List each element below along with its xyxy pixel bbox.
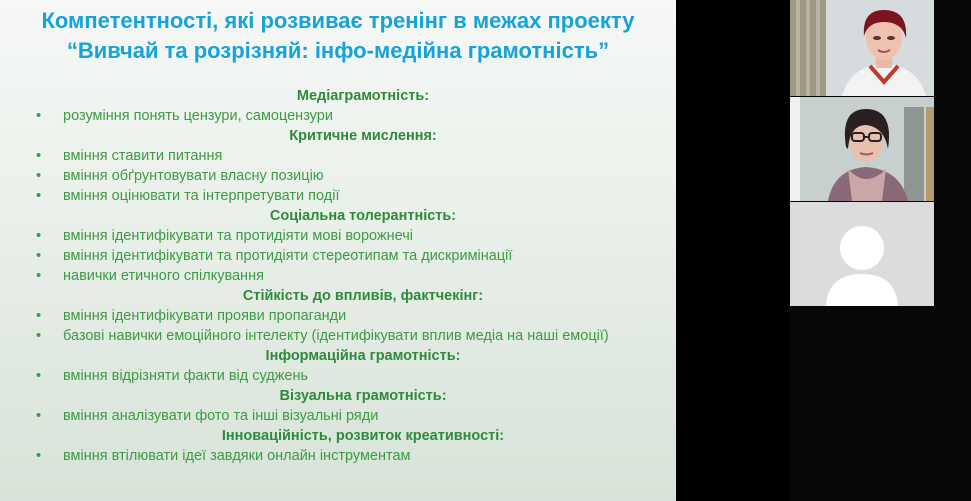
slide-title-line-1: Компетентності, які розвиває тренінг в межах проекту xyxy=(41,8,635,33)
list-item: • базові навички емоційного інтелекту (ідентифікувати вплив медіа на наші емоції) xyxy=(36,328,609,344)
list-item: • вміння оцінювати та інтерпретувати події xyxy=(36,188,340,204)
bullet-icon: • xyxy=(36,328,42,344)
list-item: • вміння ідентифікувати та протидіяти стереотипам та дискримінації xyxy=(36,248,513,264)
bullet-icon: • xyxy=(36,248,42,264)
list-item: • навички етичного спілкування xyxy=(36,268,264,284)
bullet-icon: • xyxy=(36,408,42,424)
section-heading: Медіаграмотність: xyxy=(296,88,430,104)
bullet-icon: • xyxy=(36,308,42,324)
list-item: • вміння обґрунтовувати власну позицію xyxy=(36,168,324,184)
section-heading: Критичне мислення: xyxy=(289,128,437,144)
list-item: • вміння ставити питання xyxy=(36,148,223,164)
section-heading: Інформаційна грамотність: xyxy=(265,348,461,364)
participant-video-tile[interactable] xyxy=(790,202,934,306)
slide-title-line-2: “Вивчай та розрізняй: інфо-медійна грамотність” xyxy=(66,38,610,63)
bullet-icon: • xyxy=(36,448,42,464)
list-item: • вміння аналізувати фото та інші візуальні ряди xyxy=(36,408,379,424)
bullet-icon: • xyxy=(36,188,42,204)
participant-video-tile[interactable] xyxy=(790,0,934,96)
bullet-icon: • xyxy=(36,168,42,184)
bullet-icon: • xyxy=(36,228,42,244)
participant-video-icon xyxy=(790,97,934,201)
list-item: • вміння втілювати ідеї завдяки онлайн інструментам xyxy=(36,448,411,464)
list-item: • розуміння понять цензури, самоцензури xyxy=(36,108,333,124)
slide-title xyxy=(0,6,676,66)
participant-video-icon xyxy=(790,0,934,96)
section-heading: Візуальна грамотність: xyxy=(279,388,447,404)
section-heading: Інноваційність, розвиток креативності: xyxy=(221,428,505,444)
list-item: • вміння відрізняти факти від суджень xyxy=(36,368,309,384)
list-item: • вміння ідентифікувати та протидіяти мові ворожнечі xyxy=(36,228,413,244)
avatar-placeholder-icon xyxy=(790,202,934,306)
section-heading: Стійкість до впливів, фактчекінг: xyxy=(242,288,484,304)
bullet-icon: • xyxy=(36,268,42,284)
slide-body xyxy=(30,86,636,466)
bullet-icon: • xyxy=(36,148,42,164)
bullet-icon: • xyxy=(36,108,42,124)
list-item: • вміння ідентифікувати прояви пропаганди xyxy=(36,308,347,324)
section-heading: Соціальна толерантність: xyxy=(269,208,457,224)
participants-video-panel xyxy=(790,0,971,501)
bullet-icon: • xyxy=(36,368,42,384)
participant-video-tile[interactable] xyxy=(790,97,934,201)
